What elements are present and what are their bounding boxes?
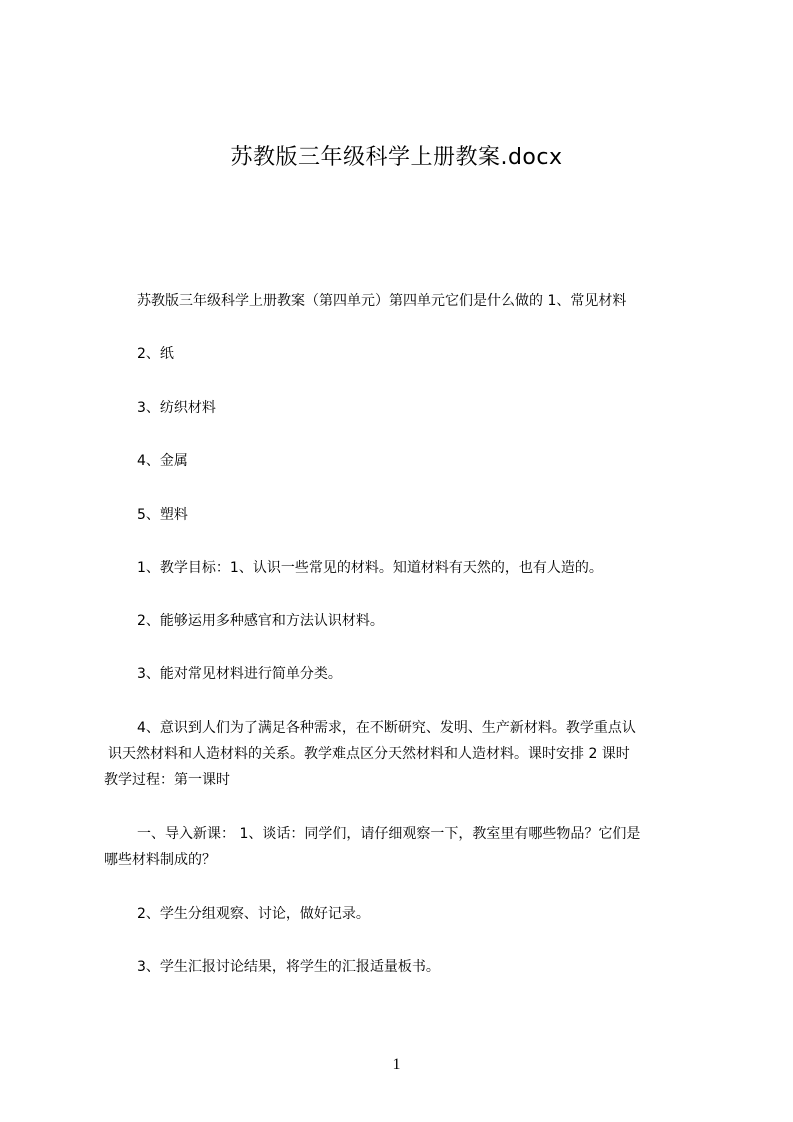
paragraph-teaching-goal-3: 3、能对常见材料进行简单分类。 [137, 666, 342, 682]
list-item-plastic: 5、塑料 [137, 507, 188, 523]
paragraph-line: 哪些材料制成的？ [104, 852, 216, 868]
paragraph-unit-intro: 苏教版三年级科学上册教案（第四单元）第四单元它们是什么做的 1、常见材料 [137, 293, 627, 309]
paragraph-group-observe: 2、学生分组观察、讨论，做好记录。 [137, 906, 370, 922]
list-item-metal: 4、金属 [137, 453, 188, 469]
paragraph-line: 识天然材料和人造材料的关系。教学难点区分天然材料和人造材料。课时安排 2 课时 [108, 746, 630, 762]
paragraph-teaching-goal-1: 1、教学目标：1、认识一些常见的材料。知道材料有天然的，也有人造的。 [137, 560, 603, 576]
paragraph-lesson-intro [104, 821, 640, 873]
list-item-paper: 2、纸 [137, 346, 174, 362]
paragraph-teaching-goal-2: 2、能够运用多种感官和方法认识材料。 [137, 613, 384, 629]
paragraph-line: 教学过程：第一课时 [104, 772, 230, 788]
paragraph-teaching-goal-4 [104, 715, 636, 793]
paragraph-report-results: 3、学生汇报讨论结果，将学生的汇报适量板书。 [137, 959, 440, 975]
list-item-textile: 3、纺织材料 [137, 400, 216, 416]
document-title: 苏教版三年级科学上册教案.docx [230, 145, 563, 170]
paragraph-line: 4、意识到人们为了满足各种需求，在不断研究、发明、生产新材料。教学重点认 [137, 720, 636, 736]
page-number: 1 [392, 1056, 401, 1073]
paragraph-line: 一、导入新课： 1、谈话：同学们，请仔细观察一下，教室里有哪些物品？它们是 [137, 826, 641, 842]
